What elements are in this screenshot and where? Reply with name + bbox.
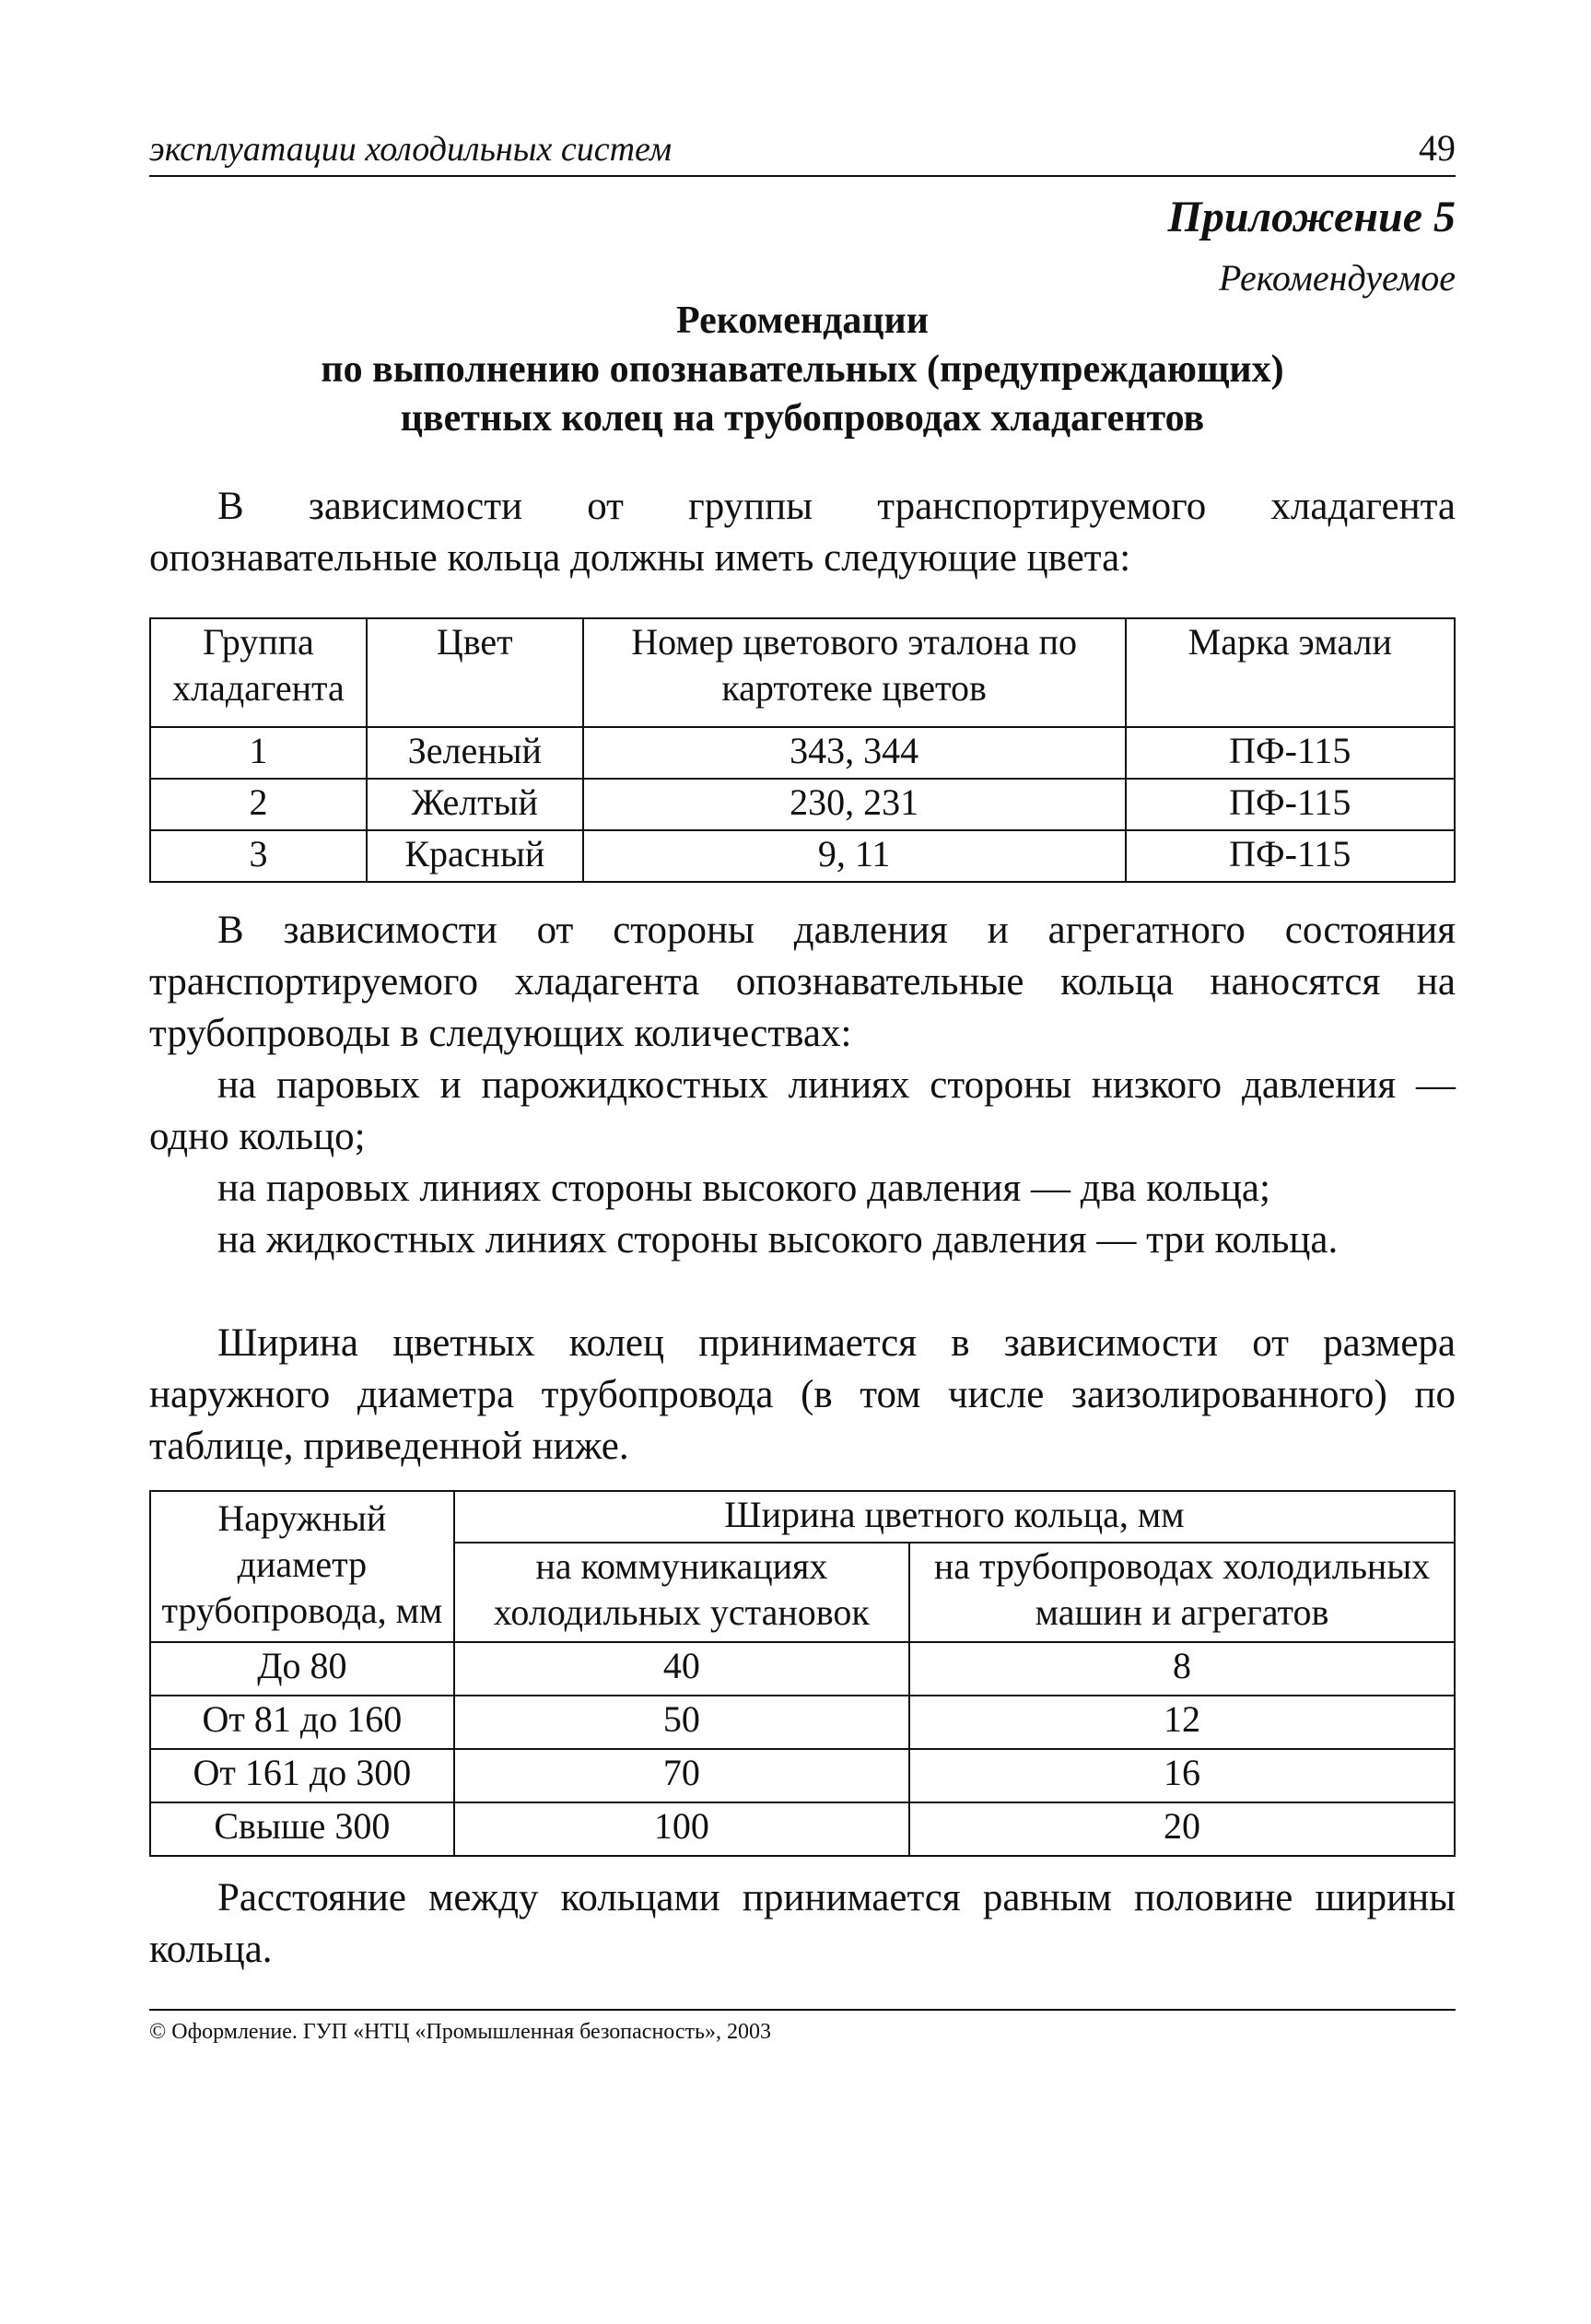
document-title [149, 297, 1456, 443]
copyright-footer: © Оформление. ГУП «НТЦ «Промышленная безопасность», 2003 [149, 2020, 771, 2044]
header-cell: Номер цветового эталона по картотеке цветов [583, 618, 1126, 727]
running-header [149, 120, 1456, 177]
table-cell: 70 [454, 1749, 909, 1802]
table-cell: 16 [909, 1749, 1455, 1802]
body-paragraph: В зависимости от стороны давления и агрегатного состояния транспортируемого хладагента опознавательные кольца наносятся на трубопроводы в следующих количествах: [149, 909, 1456, 1055]
table-row [150, 727, 1455, 779]
body-paragraph: на паровых и парожидкостных линиях стороны низкого давления — одно кольцо; [149, 1063, 1456, 1158]
table-cell: От 161 до 300 [150, 1749, 454, 1802]
table-row [150, 779, 1455, 830]
intro-paragraph: В зависимости от группы транспортируемого хладагента опознавательные кольца должны иметь следующие цвета: [149, 485, 1456, 580]
table-cell: ПФ-115 [1126, 830, 1455, 882]
table-cell: 12 [909, 1696, 1455, 1749]
table-cell: 1 [150, 727, 367, 779]
table-row [150, 830, 1455, 882]
header-cell: на коммуникациях холодильных установок [454, 1543, 909, 1642]
title-line: Рекомендации [676, 299, 929, 342]
header-cell: Группа хладагента [150, 618, 367, 727]
body-paragraph: на паровых линиях стороны высокого давления — два кольца; [217, 1167, 1270, 1210]
table-cell: 2 [150, 779, 367, 830]
table-row [150, 1802, 1455, 1856]
table-cell: 343, 344 [583, 727, 1126, 779]
table-cell: От 81 до 160 [150, 1696, 454, 1749]
table-cell: До 80 [150, 1642, 454, 1696]
appendix-label: Приложение 5 [1167, 193, 1456, 241]
table-cell: 50 [454, 1696, 909, 1749]
table-cell: 20 [909, 1802, 1455, 1856]
table-cell: Желтый [367, 779, 583, 830]
header-cell: Ширина цветного кольца, мм [454, 1491, 1455, 1543]
table-cell: 8 [909, 1642, 1455, 1696]
table-row [150, 1749, 1455, 1802]
header-cell: Наружный диаметр трубопровода, мм [150, 1491, 454, 1642]
width-table-header-row [150, 1491, 1455, 1543]
table-row [150, 1696, 1455, 1749]
title-line: по выполнению опознавательных (предупреждающих) [321, 348, 1284, 391]
table-cell: 100 [454, 1802, 909, 1856]
body-paragraph: Ширина цветных колец принимается в зависимости от размера наружного диаметра трубопровода (в том числе заизолированного) по таблице, приведенной ниже. [149, 1321, 1456, 1468]
header-cell: на трубопроводах холодильных машин и агрегатов [909, 1543, 1455, 1642]
table-cell: Зеленый [367, 727, 583, 779]
table-row [150, 1642, 1455, 1696]
header-cell: Марка эмали [1126, 618, 1455, 727]
table-cell: Красный [367, 830, 583, 882]
ring-width-table [149, 1490, 1456, 1857]
header-cell: Цвет [367, 618, 583, 727]
table-cell: Свыше 300 [150, 1802, 454, 1856]
table-cell: ПФ-115 [1126, 727, 1455, 779]
table-cell: 3 [150, 830, 367, 882]
table-cell: 40 [454, 1642, 909, 1696]
table-cell: 9, 11 [583, 830, 1126, 882]
page-number: 49 [1419, 127, 1456, 169]
color-table-header-row [150, 618, 1455, 727]
running-title: эксплуатации холодильных систем [149, 130, 673, 169]
table-cell: 230, 231 [583, 779, 1126, 830]
footer-divider [149, 2009, 1456, 2011]
title-line: цветных колец на трубопроводах хладагентов [400, 397, 1205, 440]
color-table [149, 617, 1456, 883]
appendix-status: Рекомендуемое [1218, 257, 1456, 299]
closing-paragraph: Расстояние между кольцами принимается равным половине ширины кольца. [149, 1876, 1456, 1971]
table-cell: ПФ-115 [1126, 779, 1455, 830]
body-paragraph: на жидкостных линиях стороны высокого давления — три кольца. [217, 1218, 1339, 1262]
